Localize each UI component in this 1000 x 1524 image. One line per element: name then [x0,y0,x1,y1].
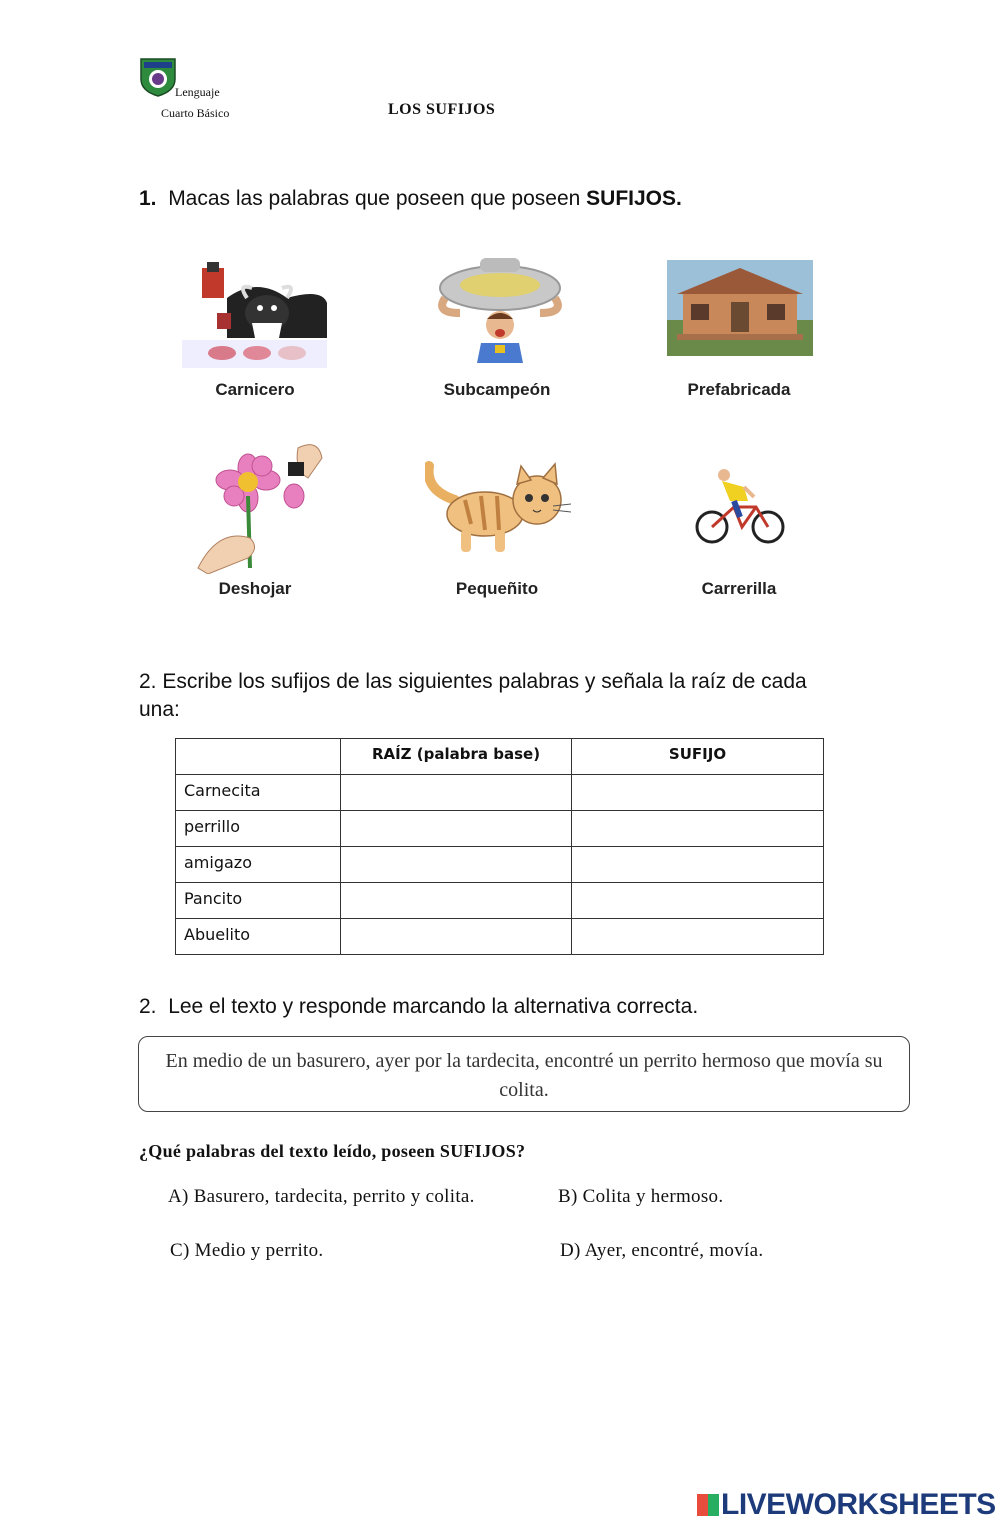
question-3-number: 2. [139,995,157,1018]
table-word: Carnecita [176,775,341,811]
question-1 [139,187,682,211]
question-3-text: Lee el texto y responde marcando la alternativa correcta. [168,995,699,1018]
suffix-input-cell[interactable] [572,883,824,919]
question-1-text: Macas las palabras que poseen que poseen [168,187,587,210]
table-row [176,919,824,955]
suffix-table [175,738,824,955]
table-word: amigazo [176,847,341,883]
option-a[interactable]: A) Basurero, tardecita, perrito y colita. [168,1186,475,1207]
question-4: ¿Qué palabras del texto leído, poseen SUFIJOS? [139,1141,526,1161]
suffix-input-cell[interactable] [572,811,824,847]
table-header-row [176,739,824,775]
butcher-bull-icon[interactable] [182,258,332,368]
suffix-input-cell[interactable] [572,919,824,955]
option-d[interactable]: D) Ayer, encontré, movía. [560,1240,764,1261]
question-1-number: 1. [139,187,157,210]
caption-pequenito: Pequeñito [455,579,539,598]
reading-passage: En medio de un basurero, ayer por la tardecita, encontré un perrito hermoso que movía su colita. [138,1036,910,1112]
flower-petals-icon[interactable] [188,438,328,574]
question-2: 2. Escribe los sufijos de las siguientes palabras y señala la raíz de cada una: [139,670,807,721]
school-crest-logo [139,57,177,97]
root-input-cell[interactable] [341,919,572,955]
table-row [176,847,824,883]
header-grade: Cuarto Básico [161,106,230,120]
header-subject: Lenguaje [175,85,220,99]
question-3 [139,995,698,1019]
suffix-input-cell[interactable] [572,775,824,811]
wooden-house-icon[interactable] [667,260,813,356]
table-header-word [176,739,341,775]
suffix-input-cell[interactable] [572,847,824,883]
root-input-cell[interactable] [341,775,572,811]
trophy-winner-icon[interactable] [425,253,575,363]
table-row [176,775,824,811]
option-c[interactable]: C) Medio y perrito. [170,1240,324,1261]
cyclist-icon[interactable] [694,467,786,547]
question-1-bold: SUFIJOS. [586,187,682,210]
table-header-root: RAÍZ (palabra base) [341,739,572,775]
brand-blocks-icon [697,1494,719,1516]
caption-prefabricada: Prefabricada [687,380,791,399]
table-row [176,811,824,847]
caption-carrerilla: Carrerilla [701,579,777,598]
kitten-icon[interactable] [425,460,573,556]
page-title: LOS SUFIJOS [388,101,496,118]
caption-deshojar: Deshojar [218,579,292,598]
root-input-cell[interactable] [341,811,572,847]
table-row [176,883,824,919]
table-header-suffix: SUFIJO [572,739,824,775]
brand-text: LIVEWORKSHEETS [721,1488,996,1521]
root-input-cell[interactable] [341,883,572,919]
caption-subcampeon: Subcampeón [443,380,551,399]
table-word: perrillo [176,811,341,847]
root-input-cell[interactable] [341,847,572,883]
caption-carnicero: Carnicero [215,380,295,399]
table-word: Abuelito [176,919,341,955]
option-b[interactable]: B) Colita y hermoso. [558,1186,724,1207]
liveworksheets-logo [697,1488,996,1522]
table-word: Pancito [176,883,341,919]
